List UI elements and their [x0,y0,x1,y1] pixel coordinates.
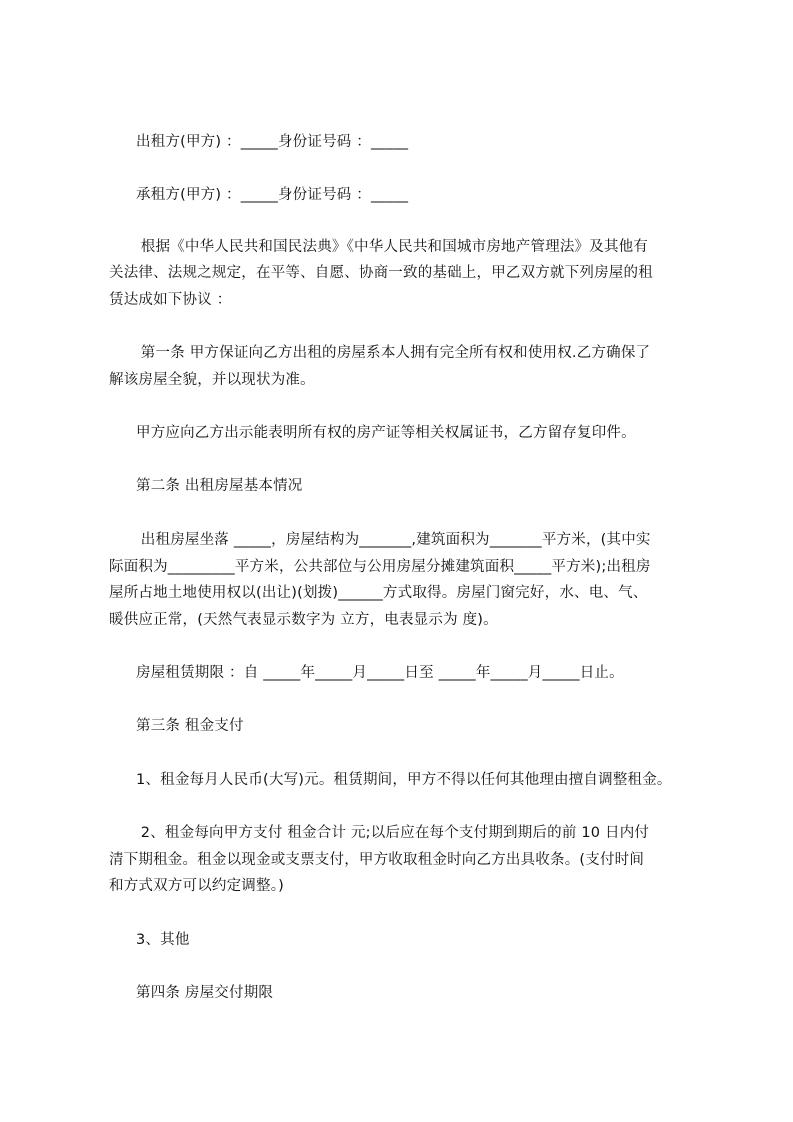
article-2-line: 屋所占地土地使用权以(出让)(划拨)______方式取得。房屋门窗完好，水、电、气、 [109,585,648,601]
rent-item-2-line: 2、租金每向甲方支付 租金合计 元;以后应在每个支付期到期后的前 10 日内付 [136,825,650,841]
article-3-heading: 第三条 租金支付 [136,718,244,734]
lessee-line: 承租方(甲方) ：_____身份证号码 ：_____ [136,187,409,203]
article-1-line: 第一条 甲方保证向乙方出租的房屋系本人拥有完全所有权和使用权.乙方确保了 [136,345,651,361]
rent-item-2-line: 清下期租金。租金以现金或支票支付，甲方收取租金时向乙方出具收条。(支付时间 [109,852,645,868]
preamble-line: 赁达成如下协议 ： [109,292,232,308]
rent-item-2-line: 和方式双方可以约定调整。) [109,878,285,894]
article-1-second-paragraph: 甲方应向乙方出示能表明所有权的房产证等相关权属证书，乙方留存复印件。 [136,425,636,441]
article-2-line: 际面积为_________平方米，公共部位与公用房屋分摊建筑面积_____平方米);出租房 [109,559,651,575]
lease-term-line: 房屋租赁期限 ：自 _____年_____月_____日至 _____年_____月_____日止。 [136,665,624,681]
article-2-heading: 第二条 出租房屋基本情况 [136,478,303,494]
preamble-line: 关法律、法规之规定，在平等、自愿、协商一致的基础上，甲乙双方就下列房屋的租 [109,265,653,281]
article-2-line: 暖供应正常，(天然气表显示数字为 立方，电表显示为 度)。 [109,612,498,628]
article-1-line: 解该房屋全貌，并以现状为准。 [109,372,315,388]
lessor-line: 出租方(甲方) ：_____身份证号码 ：_____ [136,134,409,150]
article-4-heading: 第四条 房屋交付期限 [136,985,274,1001]
rent-item-1: 1、租金每月人民币(大写)元。租赁期间，甲方不得以任何其他理由擅自调整租金。 [136,772,672,788]
article-2-line: 出租房屋坐落 _____，房屋结构为_______,建筑面积为_______平方米，(其中实 [136,532,651,548]
preamble-line: 根据《中华人民共和国民法典》《中华人民共和国城市房地产管理法》及其他有 [136,239,649,255]
rent-item-3: 3、其他 [136,932,190,948]
